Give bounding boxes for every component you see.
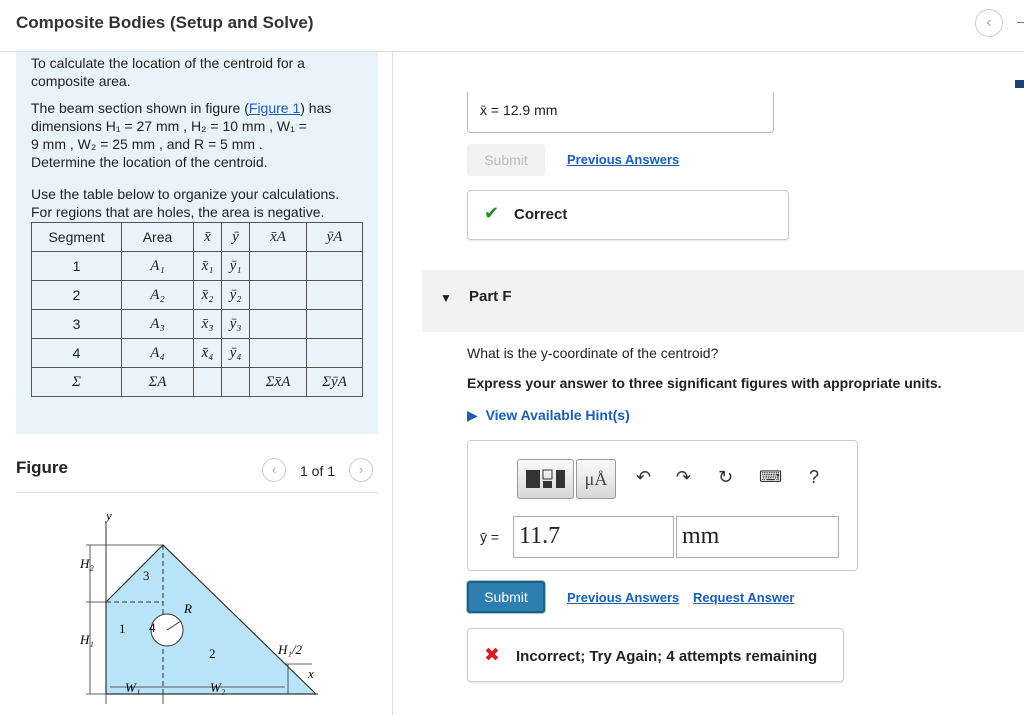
incorrect-feedback: ✖ Incorrect; Try Again; 4 attempts remaining xyxy=(467,628,844,682)
table-row xyxy=(32,339,363,368)
label-x: x xyxy=(308,666,314,681)
table-cell: Σx̄A xyxy=(250,368,307,397)
centroid-table xyxy=(31,222,363,397)
x-icon: ✖ xyxy=(484,645,500,666)
label-y: y xyxy=(106,512,112,523)
header-xbar: x̄ xyxy=(194,223,222,252)
previous-answers-link-2[interactable]: Previous Answers xyxy=(567,590,680,605)
previous-submit-button: Submit xyxy=(467,144,545,176)
edge-divider xyxy=(1017,22,1024,23)
table-cell xyxy=(250,310,307,339)
table-row xyxy=(32,310,363,339)
figure-divider xyxy=(16,492,378,493)
figure-pager: 1 of 1 xyxy=(300,463,336,479)
header-segment: Segment xyxy=(32,223,122,252)
label-w1: W₁ xyxy=(125,680,141,695)
instruction-text: Express your answer to three significant figures with appropriate units. xyxy=(467,375,942,391)
chevron-left-icon: ‹ xyxy=(271,462,277,477)
figure-link[interactable]: Figure 1 xyxy=(248,100,301,116)
table-cell xyxy=(250,252,307,281)
previous-answers-link-1[interactable]: Previous Answers xyxy=(567,152,680,167)
panel-divider xyxy=(392,52,393,715)
correct-feedback: ✔ Correct xyxy=(467,190,789,240)
reset-icon[interactable]: ↻ xyxy=(718,467,734,487)
label-h2: H₂ xyxy=(80,556,94,571)
collapse-triangle-icon: ▼ xyxy=(440,291,452,305)
table-cell xyxy=(307,339,363,368)
label-segment-4: 4 xyxy=(149,620,156,635)
table-cell: ȳ₂ xyxy=(222,281,250,310)
table-cell: A₁ xyxy=(122,252,194,281)
table-cell: Σ xyxy=(32,368,122,397)
table-header-row xyxy=(32,223,363,252)
unit-input[interactable]: mm xyxy=(676,516,839,558)
part-f-header[interactable]: ▼ Part F xyxy=(422,270,1024,332)
question-text: What is the y-coordinate of the centroid? xyxy=(467,345,719,361)
table-cell: 4 xyxy=(32,339,122,368)
table-cell xyxy=(250,339,307,368)
table-row xyxy=(32,368,363,397)
answer-editor xyxy=(467,440,858,571)
table-cell xyxy=(222,368,250,397)
figure-prev-button[interactable] xyxy=(262,458,286,482)
keyboard-icon[interactable]: ⌨ xyxy=(759,469,783,486)
intro-paragraph-1: To calculate the location of the centroid for a composite area. xyxy=(31,55,305,89)
page-header xyxy=(0,0,1024,52)
table-cell: x̄₁ xyxy=(194,252,222,281)
label-h1-half: H₁/2 xyxy=(278,642,303,657)
table-cell: x̄₂ xyxy=(194,281,222,310)
back-button[interactable] xyxy=(975,9,1003,37)
table-cell: A₂ xyxy=(122,281,194,310)
table-cell xyxy=(250,281,307,310)
figure-heading: Figure xyxy=(16,458,68,477)
table-row xyxy=(32,252,363,281)
templates-icon xyxy=(518,460,573,498)
figure-next-button[interactable] xyxy=(349,458,373,482)
table-cell xyxy=(307,252,363,281)
label-segment-1: 1 xyxy=(119,621,126,636)
value-input[interactable]: 11.7 xyxy=(513,516,674,558)
units-button[interactable]: μÅ xyxy=(576,459,616,499)
label-w2: W₂ xyxy=(210,680,226,695)
table-cell: x̄₄ xyxy=(194,339,222,368)
task-line: Determine the location of the centroid. xyxy=(31,154,268,170)
undo-icon[interactable]: ↶ xyxy=(636,467,652,487)
ybar-label: ȳ = xyxy=(480,529,500,545)
chevron-right-icon: › xyxy=(358,462,364,477)
intro-paragraph-3: Use the table below to organize your calculations. For regions that are holes, the area is negative. xyxy=(31,186,340,220)
view-hints-link[interactable]: ▶ View Available Hint(s) xyxy=(467,407,630,423)
table-cell: A₃ xyxy=(122,310,194,339)
table-cell xyxy=(194,368,222,397)
label-segment-2: 2 xyxy=(209,646,216,661)
dimensions-line-1: dimensions H₁ = 27 mm , H₂ = 10 mm , W₁ = xyxy=(31,118,307,134)
page-title: Composite Bodies (Setup and Solve) xyxy=(16,13,314,32)
templates-button[interactable] xyxy=(517,459,574,499)
request-answer-link[interactable]: Request Answer xyxy=(693,590,795,605)
header-ybar: ȳ xyxy=(222,223,250,252)
beam-section-figure xyxy=(70,512,350,707)
table-cell: ΣA xyxy=(122,368,194,397)
checkmark-icon: ✔ xyxy=(484,203,500,223)
dimensions-line-2: 9 mm , W₂ = 25 mm , and R = 5 mm . xyxy=(31,136,263,152)
table-cell: 2 xyxy=(32,281,122,310)
table-cell xyxy=(307,310,363,339)
previous-answer-display: x̄ = 12.9 mm xyxy=(467,92,774,133)
table-cell: ȳ₁ xyxy=(222,252,250,281)
table-cell: ȳ₃ xyxy=(222,310,250,339)
caret-right-icon: ▶ xyxy=(467,407,478,423)
table-cell xyxy=(307,281,363,310)
table-cell: A₄ xyxy=(122,339,194,368)
intro-paragraph-2: The beam section shown in figure (Figure 1) has dimensions H₁ = 27 mm , H₂ = 10 mm , W₁ = 9 mm , W₂ = 25 mm , and R = 5 mm . Determine the location of the centroid. xyxy=(31,100,332,170)
composite-shape xyxy=(106,545,316,694)
table-row xyxy=(32,281,363,310)
label-segment-3: 3 xyxy=(143,568,150,583)
table-cell: ΣȳA xyxy=(307,368,363,397)
submit-button[interactable]: Submit xyxy=(467,581,545,613)
header-ybar-a: ȳA xyxy=(307,223,363,252)
label-r: R xyxy=(184,601,192,616)
table-cell: x̄₃ xyxy=(194,310,222,339)
header-area: Area xyxy=(122,223,194,252)
header-xbar-a: x̄A xyxy=(250,223,307,252)
help-icon[interactable]: ? xyxy=(809,467,820,487)
label-h1: H₁ xyxy=(80,632,94,647)
chevron-left-icon: ‹ xyxy=(986,14,992,31)
scrollbar-marker[interactable] xyxy=(1015,80,1024,88)
redo-icon[interactable]: ↷ xyxy=(676,467,692,487)
table-cell: 3 xyxy=(32,310,122,339)
table-cell: ȳ₄ xyxy=(222,339,250,368)
table-cell: 1 xyxy=(32,252,122,281)
